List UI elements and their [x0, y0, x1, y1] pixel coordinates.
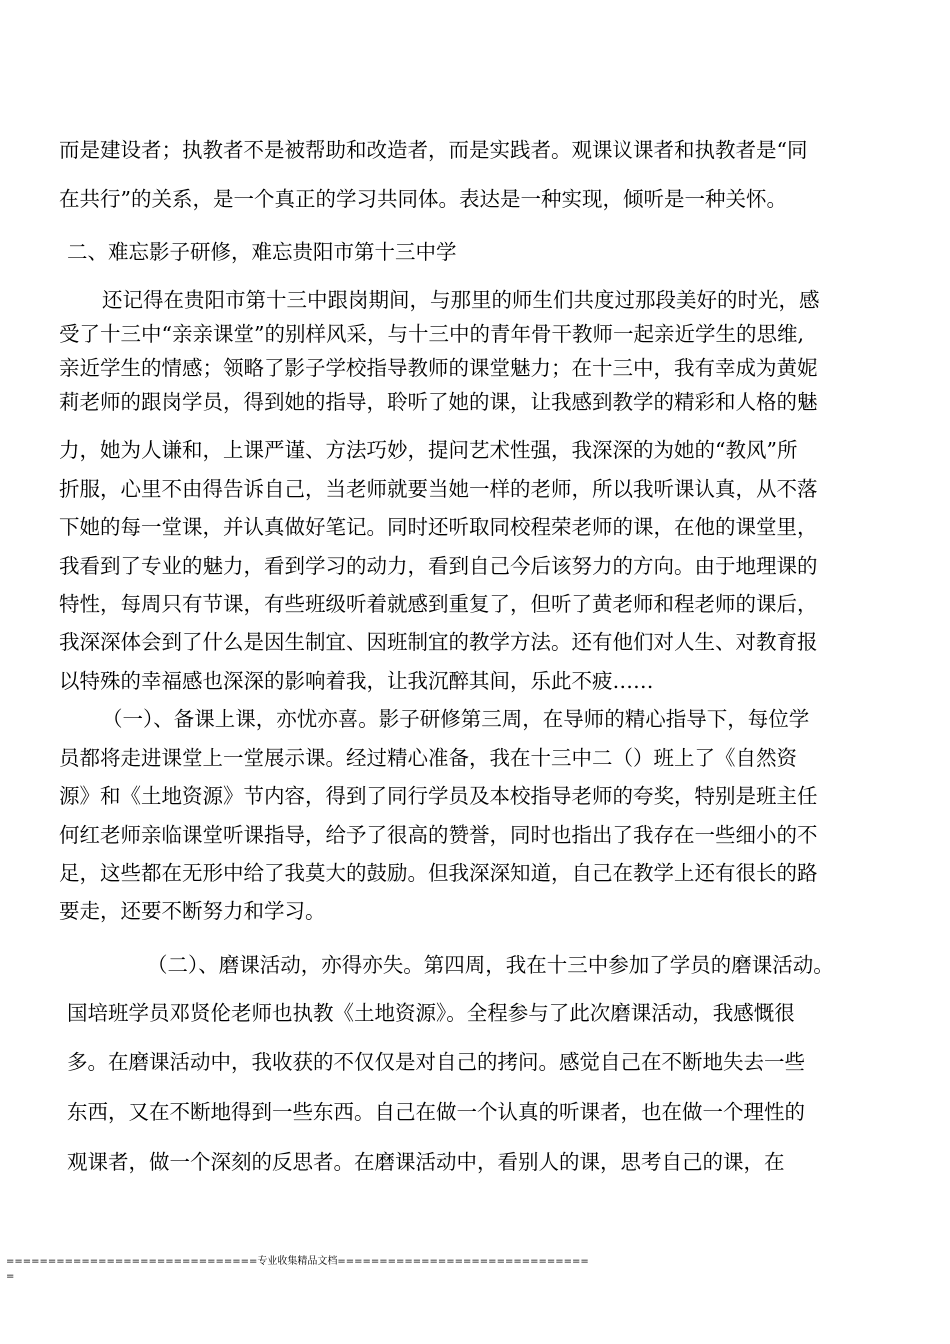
footer-banner: ==============================专业收集精品文档============================== — [6, 1256, 589, 1267]
body-line-1: 而是建设者；执教者不是被帮助和改造者，而是实践者。观课议课者和执教者是“同 — [59, 138, 808, 162]
body-line-12: 特性，每周只有节课，有些班级听着就感到重复了，但听了黄老师和程老师的课后， — [59, 592, 818, 616]
subsection-2-line-1: （二）、磨课活动，亦得亦失。第四周，我在十三中参加了学员的磨课活动。 — [147, 953, 834, 977]
subsection-2-line-3: 多。在磨课活动中，我收获的不仅仅是对自己的拷问。感觉自己在不断地失去一些 — [67, 1050, 805, 1074]
body-line-8: 力，她为人谦和，上课严谨、方法巧妙，提问艺术性强，我深深的为她的“教风”所 — [59, 438, 798, 462]
subsection-2-line-2: 国培班学员邓贤伦老师也执教《土地资源》。全程参与了此次磨课活动，我感慨很 — [67, 1001, 795, 1025]
body-line-2: 在共行”的关系，是一个真正的学习共同体。表达是一种实现，倾听是一种关怀。 — [59, 187, 787, 211]
body-line-4: 还记得在贵阳市第十三中跟岗期间，与那里的师生们共度过那段美好的时光，感 — [102, 288, 820, 312]
subsection-1-line-6: 要走，还要不断努力和学习。 — [59, 899, 326, 923]
section-heading: 二、难忘影子研修，难忘贵阳市第十三中学 — [67, 240, 457, 264]
body-line-6: 亲近学生的情感；领略了影子学校指导教师的课堂魅力；在十三中，我有幸成为黄妮 — [59, 356, 818, 380]
subsection-2-line-4: 东西，又在不断地得到一些东西。自己在做一个认真的听课者，也在做一个理性的 — [67, 1100, 805, 1124]
footer-banner-continuation: = — [6, 1271, 15, 1282]
subsection-1-line-2: 员都将走进课堂上一堂展示课。经过精心准备，我在十三中二（）班上了《自然资 — [59, 746, 797, 770]
subsection-1-line-4: 何红老师亲临课堂听课指导，给予了很高的赞誉，同时也指出了我存在一些细小的不 — [59, 823, 818, 847]
body-line-9: 折服，心里不由得告诉自己，当老师就要当她一样的老师，所以我听课认真，从不落 — [59, 477, 818, 501]
body-line-7: 莉老师的跟岗学员，得到她的指导，聆听了她的课，让我感到教学的精彩和人格的魅 — [59, 390, 818, 414]
body-line-13: 我深深体会到了什么是因生制宜、因班制宜的教学方法。还有他们对人生、对教育报 — [59, 630, 818, 654]
body-line-11: 我看到了专业的魅力，看到学习的动力，看到自己今后该努力的方向。由于地理课的 — [59, 554, 818, 578]
body-line-10: 下她的每一堂课，并认真做好笔记。同时还听取同校程荣老师的课，在他的课堂里， — [59, 515, 818, 539]
body-line-14: 以特殊的幸福感也深深的影响着我，让我沉醉其间，乐此不疲…… — [59, 669, 654, 693]
subsection-1-line-1: （一）、备课上课，亦忧亦喜。影子研修第三周，在导师的精心指导下，每位学 — [102, 707, 810, 731]
subsection-1-line-3: 源》和《土地资源》节内容，得到了同行学员及本校指导老师的夸奖，特别是班主任 — [59, 784, 818, 808]
body-line-5: 受了十三中“亲亲课堂”的别样风采，与十三中的青年骨干教师一起亲近学生的思维, — [59, 322, 804, 346]
subsection-2-line-5: 观课者，做一个深刻的反思者。在磨课活动中，看别人的课，思考自己的课，在 — [67, 1150, 785, 1174]
subsection-1-line-5: 足，这些都在无形中给了我莫大的鼓励。但我深深知道，自己在教学上还有很长的路 — [59, 861, 818, 885]
